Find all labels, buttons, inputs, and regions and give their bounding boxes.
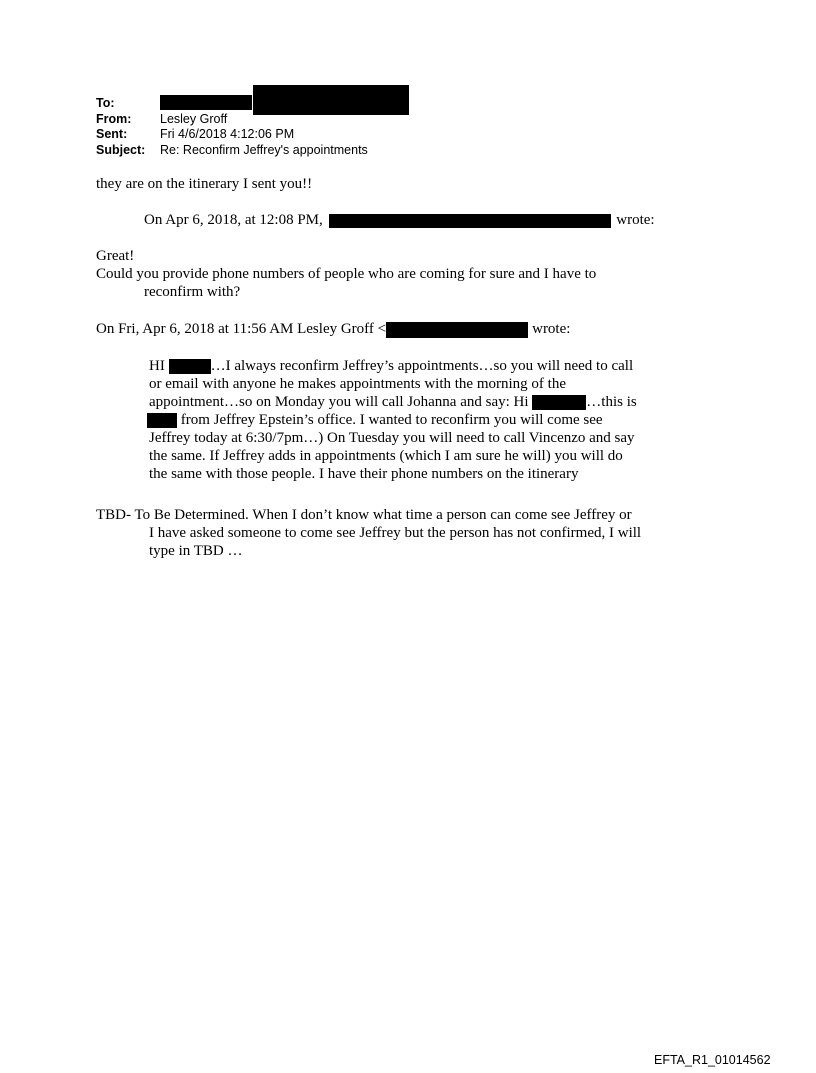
subject-row bbox=[96, 143, 368, 159]
paragraph-text: …I always reconfirm Jeffrey’s appointments…so you will need to call bbox=[210, 358, 634, 374]
subject-label: Subject: bbox=[96, 142, 146, 157]
email-header bbox=[96, 96, 368, 158]
quoted-paragraph bbox=[149, 357, 637, 483]
question-line-2: reconfirm with? bbox=[144, 284, 241, 300]
redaction-box bbox=[329, 214, 611, 228]
subject-value: Re: Reconfirm Jeffrey's appointments bbox=[160, 142, 368, 157]
tbd-line-3: type in TBD … bbox=[149, 543, 243, 559]
paragraph-line bbox=[149, 393, 637, 411]
redaction-box bbox=[532, 395, 586, 410]
quote-attribution-suffix: wrote: bbox=[532, 321, 571, 337]
quote-attribution-1 bbox=[144, 211, 655, 229]
tbd-line-2: I have asked someone to come see Jeffrey but the person has not confirmed, I will bbox=[149, 525, 642, 541]
paragraph-text: …this is bbox=[586, 394, 637, 410]
quote-attribution-prefix: On Fri, Apr 6, 2018 at 11:56 AM Lesley Groff < bbox=[96, 321, 387, 337]
paragraph-line bbox=[149, 357, 637, 375]
quote-attribution-suffix: wrote: bbox=[616, 212, 655, 228]
paragraph-line: or email with anyone he makes appointments with the morning of the bbox=[149, 376, 566, 392]
paragraph-text: appointment…so on Monday you will call Johanna and say: Hi bbox=[149, 394, 529, 410]
sent-value: Fri 4/6/2018 4:12:06 PM bbox=[160, 127, 295, 141]
redaction-box bbox=[147, 413, 177, 428]
to-row bbox=[96, 96, 368, 112]
reply-text: they are on the itinerary I sent you!! bbox=[96, 176, 313, 192]
redaction-box bbox=[169, 359, 211, 374]
to-label: To: bbox=[96, 96, 115, 110]
paragraph-line: the same. If Jeffrey adds in appointments (which I am sure he will) you will do bbox=[149, 448, 623, 464]
redaction-box bbox=[253, 85, 409, 115]
question-line-1: Could you provide phone numbers of people who are coming for sure and I have to bbox=[96, 266, 597, 282]
paragraph-text: HI bbox=[149, 358, 165, 374]
paragraph-line: the same with those people. I have their phone numbers on the itinerary bbox=[149, 466, 579, 482]
great-text: Great! bbox=[96, 248, 135, 264]
quote-attribution-prefix: On Apr 6, 2018, at 12:08 PM, bbox=[144, 212, 323, 228]
quote-attribution-2 bbox=[96, 320, 570, 338]
paragraph-line: Jeffrey today at 6:30/7pm…) On Tuesday you will need to call Vincenzo and say bbox=[149, 430, 635, 446]
redaction-box bbox=[386, 322, 528, 338]
redaction-box bbox=[160, 95, 252, 110]
sent-row bbox=[96, 127, 368, 143]
sent-label: Sent: bbox=[96, 127, 128, 141]
paragraph-line bbox=[147, 411, 637, 429]
from-value: Lesley Groff bbox=[160, 111, 228, 126]
paragraph-text: from Jeffrey Epstein’s office. I wanted to reconfirm you will come see bbox=[180, 412, 603, 428]
tbd-line-1: TBD- To Be Determined. When I don’t know what time a person can come see Jeffrey or bbox=[96, 507, 632, 523]
document-id: EFTA_R1_01014562 bbox=[654, 1053, 771, 1067]
from-label: From: bbox=[96, 111, 132, 126]
